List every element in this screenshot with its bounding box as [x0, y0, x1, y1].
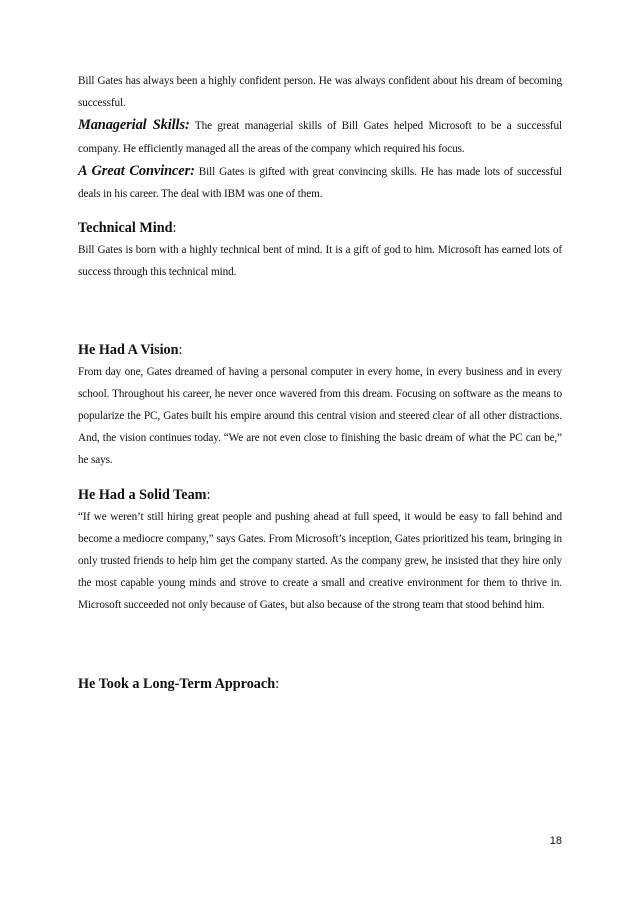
managerial-skills-paragraph [78, 114, 562, 159]
spacer [78, 284, 562, 339]
vision-heading-text: He Had A Vision [78, 341, 179, 358]
page-content [78, 70, 562, 695]
long-term-heading-colon: : [275, 675, 280, 692]
great-convincer-paragraph [78, 160, 562, 205]
vision-paragraph [78, 361, 562, 472]
intro-text: Bill Gates has always been a highly confident person. He was always confident about his dream of becoming successful. [78, 75, 562, 110]
technical-mind-text: Bill Gates is born with a highly technical bent of mind. It is a gift of god to him. Microsoft has earned lots of success through this technical mind. [78, 244, 562, 279]
long-term-heading [78, 673, 562, 695]
managerial-skills-text: The great managerial skills of Bill Gates helped Microsoft to be a successful company. He efficiently managed all the areas of the company which required his focus. [78, 120, 562, 155]
spacer [78, 205, 562, 217]
solid-team-text: “If we weren’t still hiring great people and pushing ahead at full speed, it would be easy to fall behind and become a mediocre company,” says Gates. From Microsoft’s inception, Gates prioritized his team, bringing in only trusted friends to help him get the company started. As the company grew, he insisted that they hire only the most capable young minds and strove to create a small and creative environment for them to thrive in. Microsoft succeeded not only because of Gates, but also because of the strong team that stood behind him. [78, 510, 562, 612]
technical-mind-heading-colon: : [172, 220, 177, 237]
great-convincer-lead: A Great Convincer: [78, 162, 195, 179]
great-convincer-text: Bill Gates is gifted with great convincing skills. He has made lots of successful deals in his career. The deal with IBM was one of them. [78, 165, 562, 201]
vision-heading [78, 339, 562, 361]
vision-heading-colon: : [178, 341, 183, 358]
spacer [78, 472, 562, 484]
solid-team-heading-colon: : [206, 486, 211, 503]
solid-team-heading [78, 484, 562, 506]
spacer [78, 617, 562, 673]
technical-mind-paragraph [78, 239, 562, 283]
vision-text: From day one, Gates dreamed of having a personal computer in every home, in every business and in every school. Throughout his career, he never once wavered from this dream. Focusing on software as the means to popularize the PC, Gates built his empire around this central vision and steered clear of all other distractions. And, the vision continues today. “We are not even close to finishing the basic dream of what the PC can be,” he says. [78, 365, 562, 467]
page-number: 18 [549, 835, 562, 847]
intro-paragraph [78, 70, 562, 114]
solid-team-heading-text: He Had a Solid Team [78, 486, 207, 503]
managerial-skills-lead: Managerial Skills: [78, 117, 190, 134]
technical-mind-heading-text: Technical Mind [78, 220, 173, 237]
solid-team-paragraph [78, 506, 562, 617]
long-term-heading-text: He Took a Long-Term Approach [78, 675, 276, 692]
technical-mind-heading [78, 217, 562, 239]
